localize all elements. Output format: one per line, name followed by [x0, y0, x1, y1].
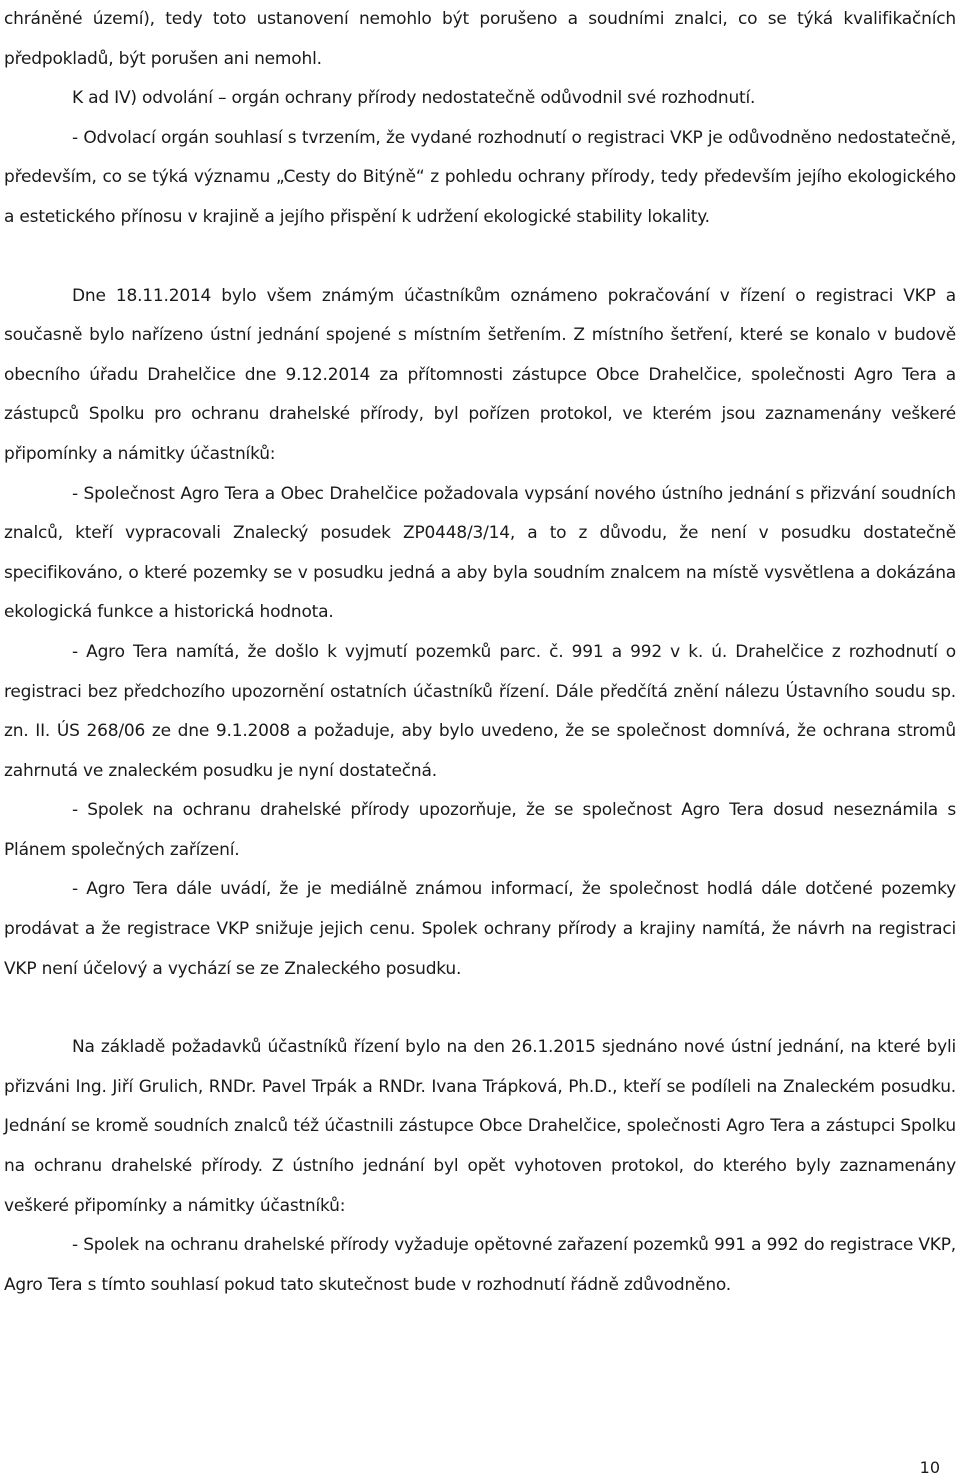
paragraph-appeal-point: - Odvolací orgán souhlasí s tvrzením, že vydané rozhodnutí o registraci VKP je odůvodněno nedostatečně, především, co se týká významu „Cesty do Bitýně“ z pohledu ochrany přírody, tedy především jejího ekologického a estetického přínosu v krajině a jejího přispění k udržení ekologické stability lokality. [4, 127, 956, 227]
paragraph-proceedings: Dne 18.11.2014 bylo všem známým účastníkům oznámeno pokračování v řízení o registraci VKP a současně bylo nařízeno ústní jednání spojené s místním šetřením. Z místního šetření, které se konalo v budově obecního úřadu Drahelčice dne 9.12.2014 za přítomnosti zástupce Obce Drahelčice, společnosti Agro Tera a zástupců Spolku pro ochranu drahelské přírody, byl pořízen protokol, ve kterém jsou zaznamenány veškeré připomínky a námitky účastníků: [4, 285, 956, 464]
paragraph-continuation: chráněné území), tedy toto ustanovení nemohlo být porušeno a soudními znalci, co se týká kvalifikačních předpokladů, být porušen ani nemohl. [4, 9, 956, 69]
paragraph-objection-3: - Spolek na ochranu drahelské přírody upozorňuje, že se společnost Agro Tera dosud neseznámila s Plánem společných zařízení. [4, 800, 956, 860]
page-number: 10 [919, 1458, 940, 1477]
paragraph-objection-1: - Společnost Agro Tera a Obec Drahelčice požadovala vypsání nového ústního jednání s přizvání soudních znalců, kteří vypracovali Znalecký posudek ZP0448/3/14, a to z důvodu, že není v posudku dostatečně specifikováno, o které pozemky se v posudku jedná a aby byla soudním znalcem na místě vysvětlena a dokázána ekologická funkce a historická hodnota. [4, 483, 956, 623]
paragraph-objection-5: - Spolek na ochranu drahelské přírody vyžaduje opětovné zařazení pozemků 991 a 992 do registrace VKP, Agro Tera s tímto souhlasí pokud tato skutečnost bude v rozhodnutí řádně zdůvodněno. [4, 1235, 956, 1295]
document-body [4, 0, 956, 1305]
paragraph-new-hearing: Na základě požadavků účastníků řízení bylo na den 26.1.2015 sjednáno nové ústní jednání, na které byli přizváni Ing. Jiří Grulich, RNDr. Pavel Trpák a RNDr. Ivana Trápková, Ph.D., kteří se podíleli na Znaleckém posudku. Jednání se kromě soudních znalců též účastnili zástupce Obce Drahelčice, společnosti Agro Tera a zástupci Spolku na ochranu drahelské přírody. Z ústního jednání byl opět vyhotoven protokol, do kterého byly zaznamenány veškeré připomínky a námitky účastníků: [4, 1037, 956, 1216]
paragraph-objection-2: - Agro Tera namítá, že došlo k vyjmutí pozemků parc. č. 991 a 992 v k. ú. Drahelčice z rozhodnutí o registraci bez předchozího upozornění ostatních účastníků řízení. Dále předčítá znění nálezu Ústavního soudu sp. zn. II. ÚS 268/06 ze dne 9.1.2008 a požaduje, aby bylo uvedeno, že se společnost domnívá, že ochrana stromů zahrnutá ve znaleckém posudku je nyní dostatečná. [4, 641, 956, 781]
paragraph-section-heading: K ad IV) odvolání – orgán ochrany přírody nedostatečně odůvodnil své rozhodnutí. [72, 88, 756, 109]
paragraph-objection-4: - Agro Tera dále uvádí, že je mediálně známou informací, že společnost hodlá dále dotčené pozemky prodávat a že registrace VKP snižuje jejich cenu. Spolek ochrany přírody a krajiny namítá, že návrh na registraci VKP není účelový a vychází se ze Znaleckého posudku. [4, 879, 956, 979]
